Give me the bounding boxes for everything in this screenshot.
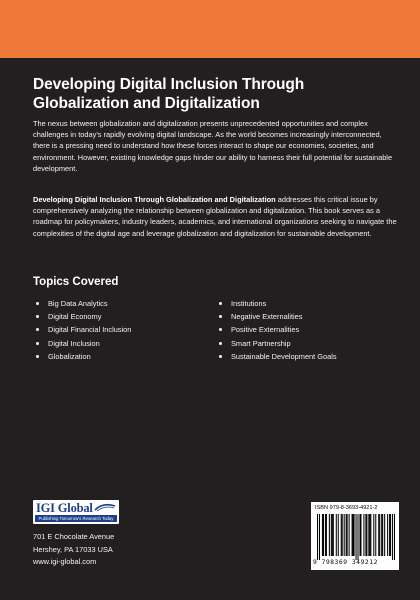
publisher-address [33, 531, 114, 569]
topics-list-left [36, 297, 131, 363]
description-paragraph-2 [33, 194, 397, 239]
description-paragraph-1: The nexus between globalization and digitalization presents unprecedented opportunities and complex challenges in today’s rapidly evolving digital landscape. As the world becomes increasingly interconnected, there is a pressing need to understand how these forces interact to shape our economies, societies, and environment. However, existing knowledge gaps hinder our ability to harness their full potential for sustainable development. [33, 119, 393, 173]
topic-item: Digital Inclusion [36, 337, 131, 350]
isbn-barcode [311, 502, 399, 570]
book-title-line-2: Globalization and Digitalization [33, 95, 260, 112]
topic-item: Digital Financial Inclusion [36, 323, 131, 336]
logo-wordmark: IGI Global [36, 501, 93, 515]
topic-item: Sustainable Development Goals [219, 350, 337, 363]
publisher-website: www.igi-global.com [33, 557, 97, 567]
isbn-label: ISBN 979-8-3693-4921-2 [315, 505, 378, 511]
topic-item: Big Data Analytics [36, 297, 131, 310]
barcode-digits [313, 559, 397, 567]
logo-swoosh-icon [94, 503, 116, 512]
logo-tagline: Publishing Tomorrow's Research Today [35, 515, 117, 522]
book-title-line-1: Developing Digital Inclusion Through [33, 76, 305, 93]
description-book-title-bold: Developing Digital Inclusion Through Globalization and Digitalization [33, 195, 276, 204]
address-street: 701 E Chocolate Avenue [33, 532, 115, 541]
topics-list-right [219, 297, 337, 363]
topic-item: Institutions [219, 297, 337, 310]
barcode-digit-group-2: 349212 [351, 559, 378, 566]
igi-global-logo [33, 500, 119, 524]
topic-item: Smart Partnership [219, 337, 337, 350]
topics-heading: Topics Covered [33, 276, 119, 288]
barcode-digit-group-1: 798369 [321, 559, 348, 566]
topic-item: Digital Economy [36, 310, 131, 323]
description-paragraph-2-text: addresses this critical issue by comprehensively analyzing the relationship between globalization and digitalization. This book serves as a roadmap for policymakers, industry leaders, academics, and international organizations seeking to navigate the complexities of the digital age and leverage globalization and digitalization for sustainable development. [33, 195, 397, 238]
book-title [33, 75, 393, 113]
topic-item: Negative Externalities [219, 310, 337, 323]
topic-item: Globalization [36, 350, 131, 363]
cover-accent-band [0, 0, 420, 58]
address-city: Hershey, PA 17033 USA [33, 544, 113, 554]
barcode-bars [317, 514, 395, 560]
topic-item: Positive Externalities [219, 323, 337, 336]
barcode-first-digit: 9 [313, 559, 318, 566]
